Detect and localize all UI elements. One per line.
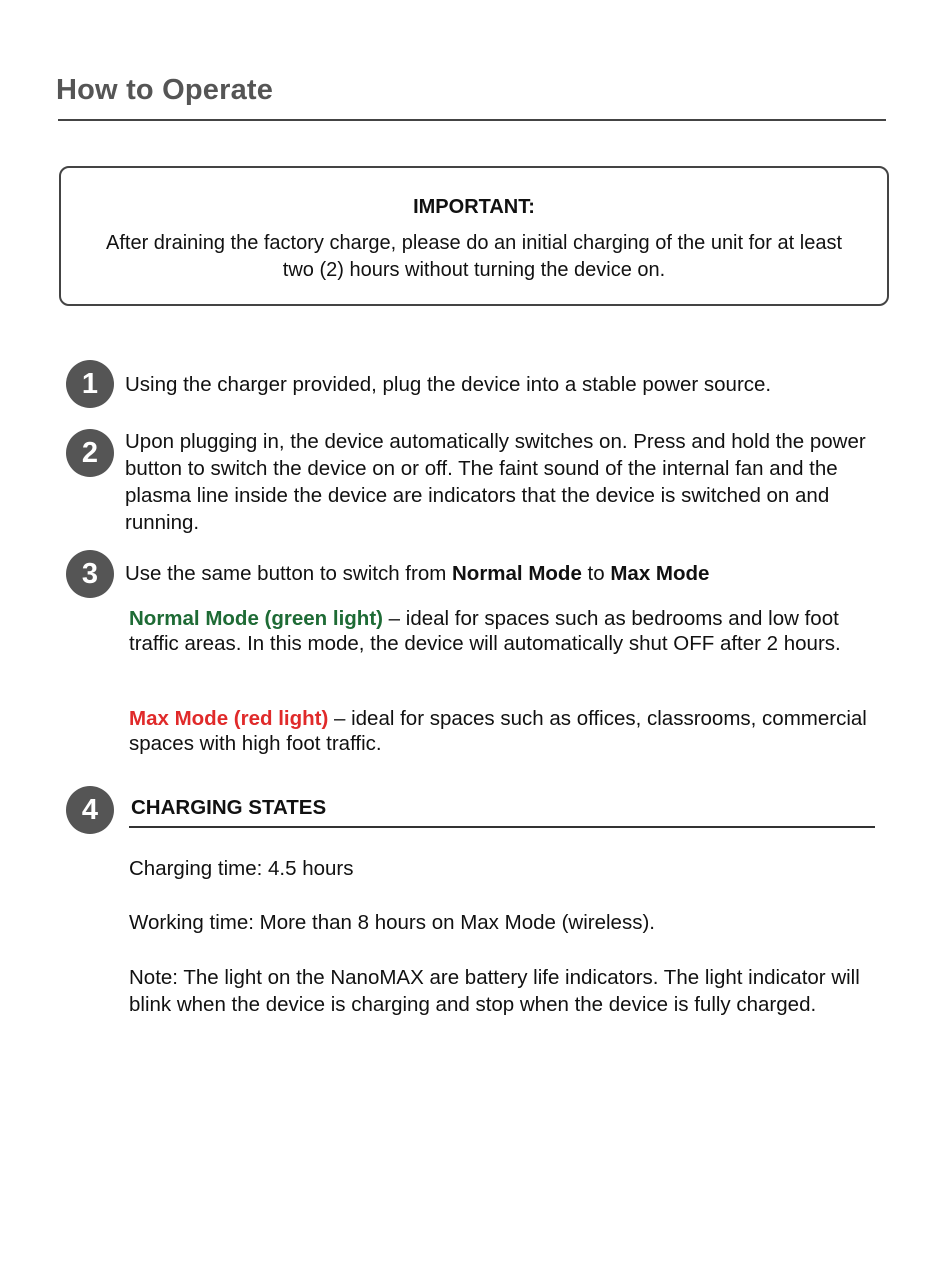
page-title: How to Operate bbox=[56, 74, 274, 106]
working-time: Working time: More than 8 hours on Max Mode (wireless). bbox=[129, 911, 655, 934]
max-mode-paragraph bbox=[129, 706, 869, 756]
step-3-badge: 3 bbox=[66, 550, 114, 598]
step-3-mid: to bbox=[581, 562, 611, 585]
step-3-max-mode: Max Mode bbox=[610, 562, 710, 585]
step-1-badge: 1 bbox=[66, 360, 114, 408]
max-mode-label: Max Mode (red light) bbox=[129, 707, 329, 730]
important-text: After draining the factory charge, please do an initial charging of the unit for at least two (2) hours without turning the device on. bbox=[106, 232, 842, 281]
charging-states-heading: CHARGING STATES bbox=[131, 796, 327, 819]
normal-mode-label: Normal Mode (green light) bbox=[129, 607, 383, 630]
step-2-badge: 2 bbox=[66, 429, 114, 477]
step-3-prefix: Use the same button to switch from bbox=[125, 562, 452, 585]
normal-mode-paragraph bbox=[129, 606, 869, 656]
step-3-text bbox=[125, 560, 905, 587]
title-divider bbox=[58, 119, 886, 121]
step-4-badge: 4 bbox=[66, 786, 114, 834]
important-heading: IMPORTANT: bbox=[413, 196, 535, 218]
step-3-normal-mode: Normal Mode bbox=[452, 562, 582, 585]
step-2-text: Upon plugging in, the device automatically switches on. Press and hold the power button to switch the device on or off. The faint sound of the internal fan and the plasma line inside the device are indicators that the device is switched on and running. bbox=[125, 430, 866, 534]
battery-note: Note: The light on the NanoMAX are battery life indicators. The light indicator will blink when the device is charging and stop when the device is fully charged. bbox=[129, 966, 860, 1016]
important-notice-box bbox=[59, 166, 889, 306]
charging-time: Charging time: 4.5 hours bbox=[129, 857, 354, 880]
step-1-text: Using the charger provided, plug the device into a stable power source. bbox=[125, 373, 772, 396]
max-mode-text: – ideal for spaces such as offices, classrooms, commercial spaces with high foot traffic. bbox=[129, 707, 867, 755]
charging-states-divider bbox=[129, 826, 875, 828]
normal-mode-text: – ideal for spaces such as bedrooms and low foot traffic areas. In this mode, the device will automatically shut OFF after 2 hours. bbox=[129, 607, 841, 655]
